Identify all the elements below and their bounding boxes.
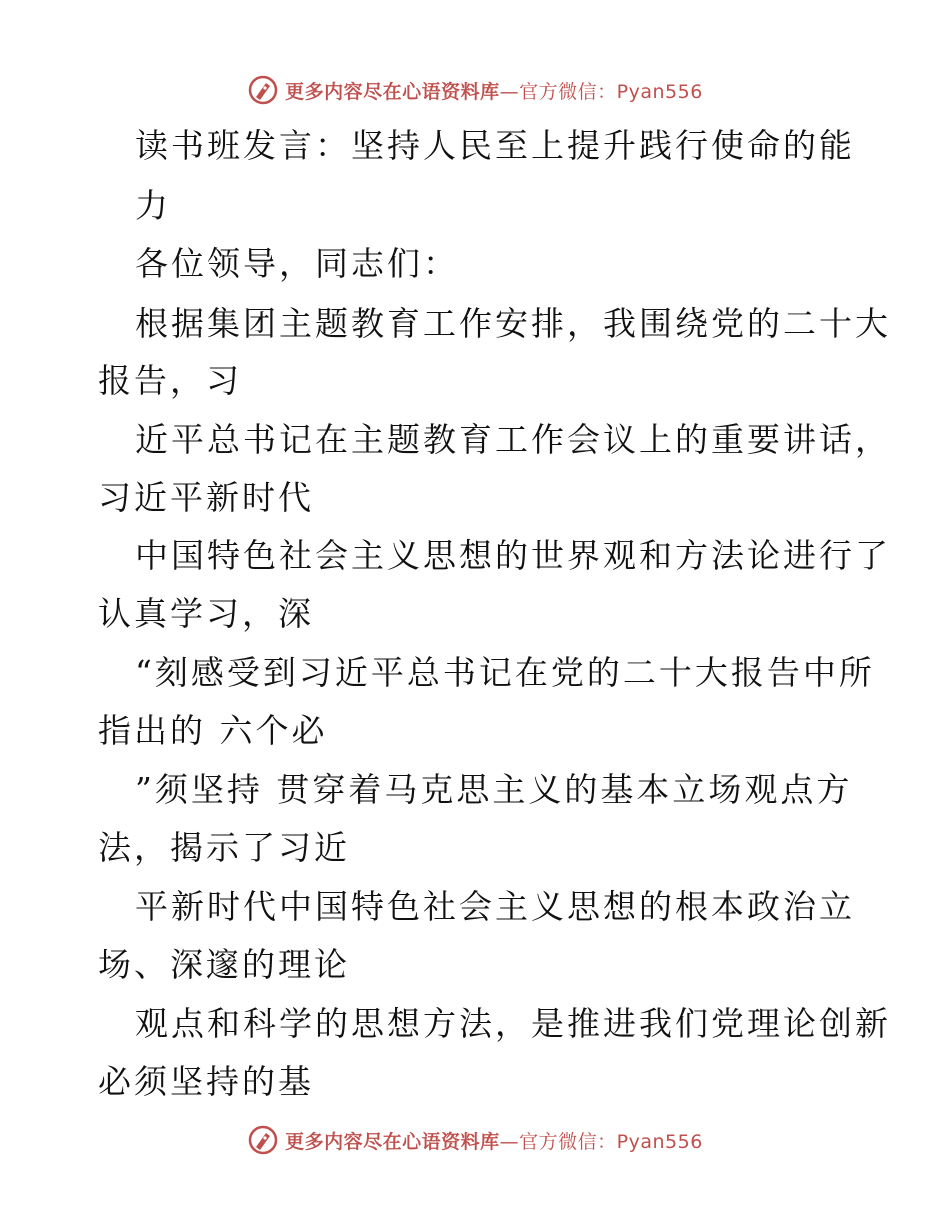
watermark-contact: —官方微信：Pyan556 (499, 80, 703, 103)
paragraph-line: ”须坚持 贯穿着马克思主义的基本立场观点方 (135, 770, 853, 809)
document-title-line-1: 读书班发言：坚持人民至上提升践行使命的能 (135, 126, 855, 165)
document-title-line-2: 力 (135, 186, 171, 225)
paragraph-line: “刻感受到习近平总书记在党的二十大报告中所 (135, 653, 875, 692)
watermark-brand: 更多内容尽在心语资料库 (285, 80, 500, 103)
paragraph-line: 平新时代中国特色社会主义思想的根本政治立 (135, 887, 855, 926)
pen-nib-circle-icon (247, 74, 279, 106)
salutation: 各位领导，同志们： (135, 244, 459, 283)
paragraph-line: 认真学习，深 (98, 594, 314, 633)
watermark-brand: 更多内容尽在心语资料库 (285, 1130, 500, 1153)
paragraph-line: 中国特色社会主义思想的世界观和方法论进行了 (135, 536, 891, 575)
header-watermark (0, 70, 950, 110)
pen-nib-circle-icon (247, 1124, 279, 1156)
paragraph-line: 必须坚持的基 (98, 1062, 314, 1101)
watermark-contact: —官方微信：Pyan556 (499, 1130, 703, 1153)
paragraph-line: 法，揭示了习近 (98, 828, 350, 867)
paragraph-line: 近平总书记在主题教育工作会议上的重要讲话， (135, 420, 891, 459)
paragraph-line: 根据集团主题教育工作安排，我围绕党的二十大 (135, 304, 891, 343)
paragraph-line: 观点和科学的思想方法，是推进我们党理论创新 (135, 1004, 891, 1043)
paragraph-line: 指出的 六个必 (98, 711, 328, 750)
paragraph-line: 报告，习 (98, 361, 242, 400)
paragraph-line: 场、深邃的理论 (98, 945, 350, 984)
paragraph-line: 习近平新时代 (98, 478, 314, 517)
footer-watermark (0, 1120, 950, 1160)
